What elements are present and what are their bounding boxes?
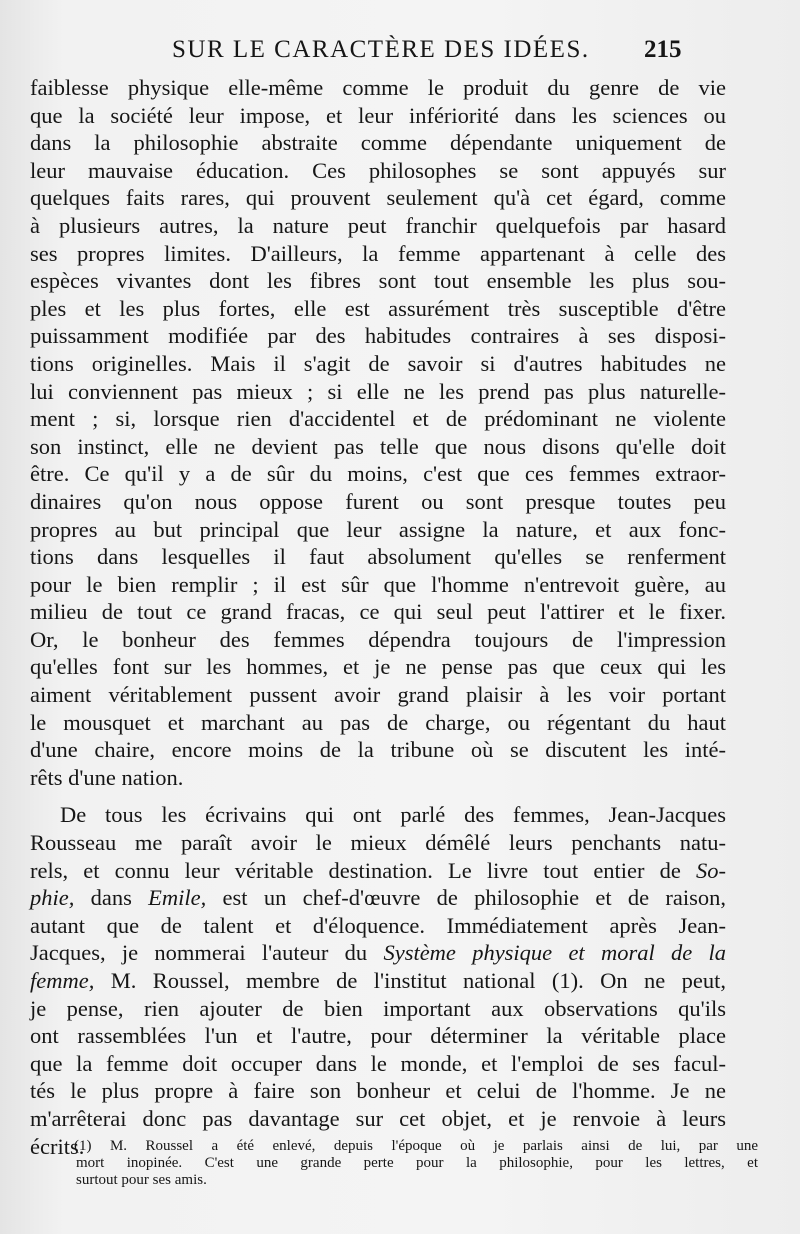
text-line: son instinct, elle ne devient pas telle que nous disons qu'elle doit [30, 433, 726, 459]
footnote-line: (1) M. Roussel a été enlevé, depuis l'époque où je parlais ainsi de lui, par une [74, 1138, 758, 1154]
text-line: ples et les plus fortes, elle est assurément très susceptible d'être [30, 295, 726, 321]
text-line: rêts d'une nation. [30, 764, 184, 790]
footnote-line: mort inopinée. C'est une grande perte pour la philosophie, pour les lettres, et [76, 1155, 758, 1171]
text-line: tions originelles. Mais il s'agit de savoir si d'autres habitudes ne [30, 350, 726, 376]
text-line: quelques faits rares, qui prouvent seulement qu'à cet égard, comme [30, 185, 726, 211]
text-line: être. Ce qu'il y a de sûr du moins, c'est que ces femmes extraor- [30, 461, 726, 487]
text-line [30, 939, 726, 967]
footnote [76, 1138, 758, 1189]
text-line: tions dans lesquelles il faut absolument qu'elles se renferment [30, 544, 726, 570]
text-line [30, 967, 726, 995]
text-line: pour le bien remplir ; il est sûr que l'homme n'entrevoit guère, au [30, 571, 726, 597]
text-run: M. Roussel, membre de l'institut national (1). On ne peut, [94, 968, 726, 993]
text-line: autant que de talent et d'éloquence. Immédiatement après Jean- [30, 912, 726, 938]
text-line: ses propres limites. D'ailleurs, la femme appartenant à celle des [30, 240, 726, 266]
text-line: m'arrêterai donc pas davantage sur cet objet, et je renvoie à leurs [30, 1105, 726, 1131]
text-line: que la société leur impose, et leur infériorité dans les sciences ou [30, 102, 726, 128]
text-line: Or, le bonheur des femmes dépendra toujours de l'impression [30, 626, 726, 652]
text-run: rels, et connu leur véritable destination. Le livre tout entier de [30, 857, 681, 883]
text-line: propres au but principal que leur assigne la nature, et aux fonc- [30, 516, 726, 542]
text-line: puissamment modifiée par des habitudes contraires à ses disposi- [30, 323, 726, 349]
text-line: à plusieurs autres, la nature peut franchir quelquefois par hasard [30, 212, 726, 238]
text-line: dinaires qu'on nous oppose furent ou sont presque toutes peu [30, 488, 726, 514]
text-line: que la femme doit occuper dans le monde, et l'emploi de ses facul- [30, 1050, 726, 1076]
text-line: ment ; si, lorsque rien d'accidentel et de prédominant ne violente [30, 406, 726, 432]
text-line: De tous les écrivains qui ont parlé des femmes, Jean-Jacques [60, 802, 726, 828]
text-line: leur mauvaise éducation. Ces philosophes se sont appuyés sur [30, 157, 726, 183]
text-line: dans la philosophie abstraite comme dépendante uniquement de [30, 130, 726, 156]
italic-title: Système physique et moral de la [383, 940, 726, 966]
text-line: le mousquet et marchant au pas de charge, ou régentant du haut [30, 709, 726, 735]
text-line: ont rassemblées l'un et l'autre, pour déterminer la véritable place [30, 1023, 726, 1049]
body-text [30, 74, 726, 1160]
text-line: tés le plus propre à faire son bonheur et celui de l'homme. Je ne [30, 1078, 726, 1104]
text-line: qu'elles font sur les hommes, et je ne pense pas que ceux qui les [30, 654, 726, 680]
text-line: aiment véritablement pussent avoir grand plaisir à les voir portant [30, 682, 726, 708]
italic-title: Emile, [148, 885, 207, 911]
text-line: écrits. [30, 1133, 85, 1159]
page-header [0, 36, 800, 76]
running-head: SUR LE CARACTÈRE DES IDÉES. [172, 36, 590, 63]
text-line: milieu de tout ce grand fracas, ce qui seul peut l'attirer et le fixer. [30, 599, 726, 625]
footnote-line: surtout pour ses amis. [76, 1172, 207, 1188]
text-line [30, 884, 726, 912]
italic-title: femme, [30, 968, 95, 993]
italic-title: So- [696, 857, 726, 883]
text-line: espèces vivantes dont les fibres sont tout ensemble les plus sou- [30, 268, 726, 294]
text-run: Jacques, je nommerai l'auteur du [30, 940, 384, 966]
text-line: Rousseau me paraît avoir le mieux démêlé leurs penchants natu- [30, 830, 726, 856]
text-run: est un chef-d'œuvre de philosophie et de raison, [206, 885, 726, 911]
italic-title: phie, [30, 885, 75, 911]
text-line: je pense, rien ajouter de bien important aux observations qu'ils [30, 995, 726, 1021]
text-line: lui conviennent pas mieux ; si elle ne les prend pas plus naturelle- [30, 378, 726, 404]
text-line: d'une chaire, encore moins de la tribune où se discutent les inté- [30, 737, 726, 763]
text-line [30, 857, 726, 885]
text-line: faiblesse physique elle-même comme le produit du genre de vie [30, 75, 726, 100]
page-number: 215 [644, 36, 682, 63]
text-run: dans [74, 885, 149, 911]
